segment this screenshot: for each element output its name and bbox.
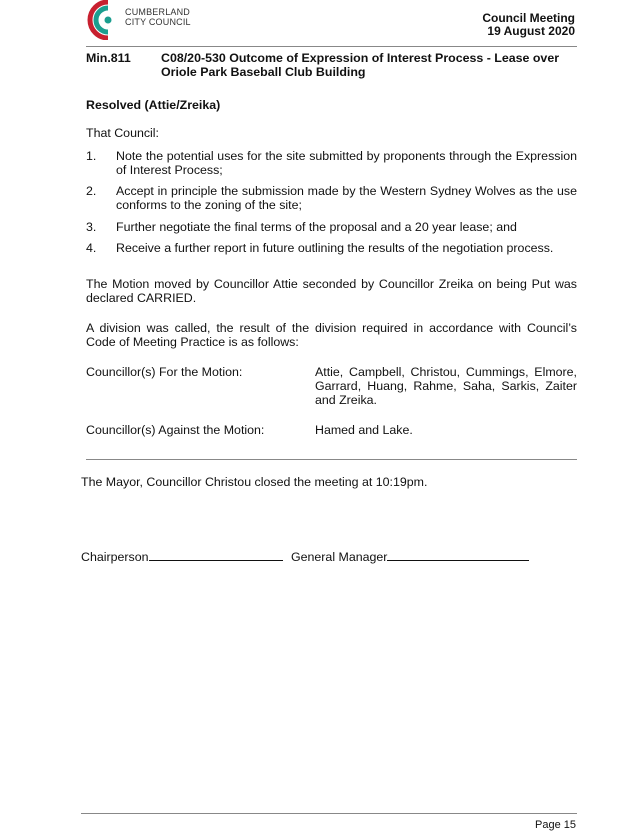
resolved-heading: Resolved (Attie/Zreika)	[86, 98, 221, 112]
section-rule	[86, 459, 577, 460]
list-item-number: 1.	[86, 149, 97, 163]
meeting-date: 19 August 2020	[487, 24, 575, 38]
minute-title: C08/20-530 Outcome of Expression of Interest Process - Lease over Oriole Park Baseball Club Building	[161, 51, 560, 79]
minute-number: Min.811	[86, 51, 131, 65]
logo-line-2: CITY COUNCIL	[125, 17, 191, 27]
list-item-text: Accept in principle the submission made by the Western Sydney Wolves as the use conforms to the zoning of the site;	[116, 184, 577, 212]
against-names: Hamed and Lake.	[315, 423, 413, 437]
chairperson-signature-line	[149, 548, 283, 561]
for-label: Councillor(s) For the Motion:	[86, 365, 243, 379]
header-meeting-info	[482, 12, 575, 38]
logo-line-1: CUMBERLAND	[125, 7, 191, 17]
footer-rule	[81, 813, 577, 814]
closing-statement: The Mayor, Councillor Christou closed the meeting at 10:19pm.	[81, 475, 428, 489]
general-manager-signature	[291, 548, 529, 564]
list-item-number: 4.	[86, 241, 97, 255]
meeting-title: Council Meeting	[482, 11, 575, 25]
chairperson-label: Chairperson	[81, 550, 149, 564]
against-label: Councillor(s) Against the Motion:	[86, 423, 265, 437]
for-names: Attie, Campbell, Christou, Cummings, Elmore, Garrard, Huang, Rahme, Saha, Sarkis, Zaiter and Zreika.	[315, 365, 577, 407]
logo-wordmark	[125, 7, 191, 27]
general-manager-signature-line	[387, 548, 529, 561]
list-item-text: Receive a further report in future outlining the results of the negotiation process.	[116, 241, 554, 255]
list-item-text: Note the potential uses for the site submitted by proponents through the Expression of Interest Process;	[116, 149, 577, 177]
page-number: Page 15	[535, 819, 576, 831]
division-statement: A division was called, the result of the division required in accordance with Council’s Code of Meeting Practice is as follows:	[86, 321, 577, 349]
chairperson-signature	[81, 548, 283, 564]
list-item-text: Further negotiate the final terms of the proposal and a 20 year lease; and	[116, 220, 517, 234]
general-manager-label: General Manager	[291, 550, 388, 564]
resolution-intro: That Council:	[86, 126, 160, 140]
motion-result: The Motion moved by Councillor Attie seconded by Councillor Zreika on being Put was declared CARRIED.	[86, 277, 577, 305]
header-rule	[86, 46, 577, 47]
list-item-number: 3.	[86, 220, 97, 234]
list-item-number: 2.	[86, 184, 97, 198]
